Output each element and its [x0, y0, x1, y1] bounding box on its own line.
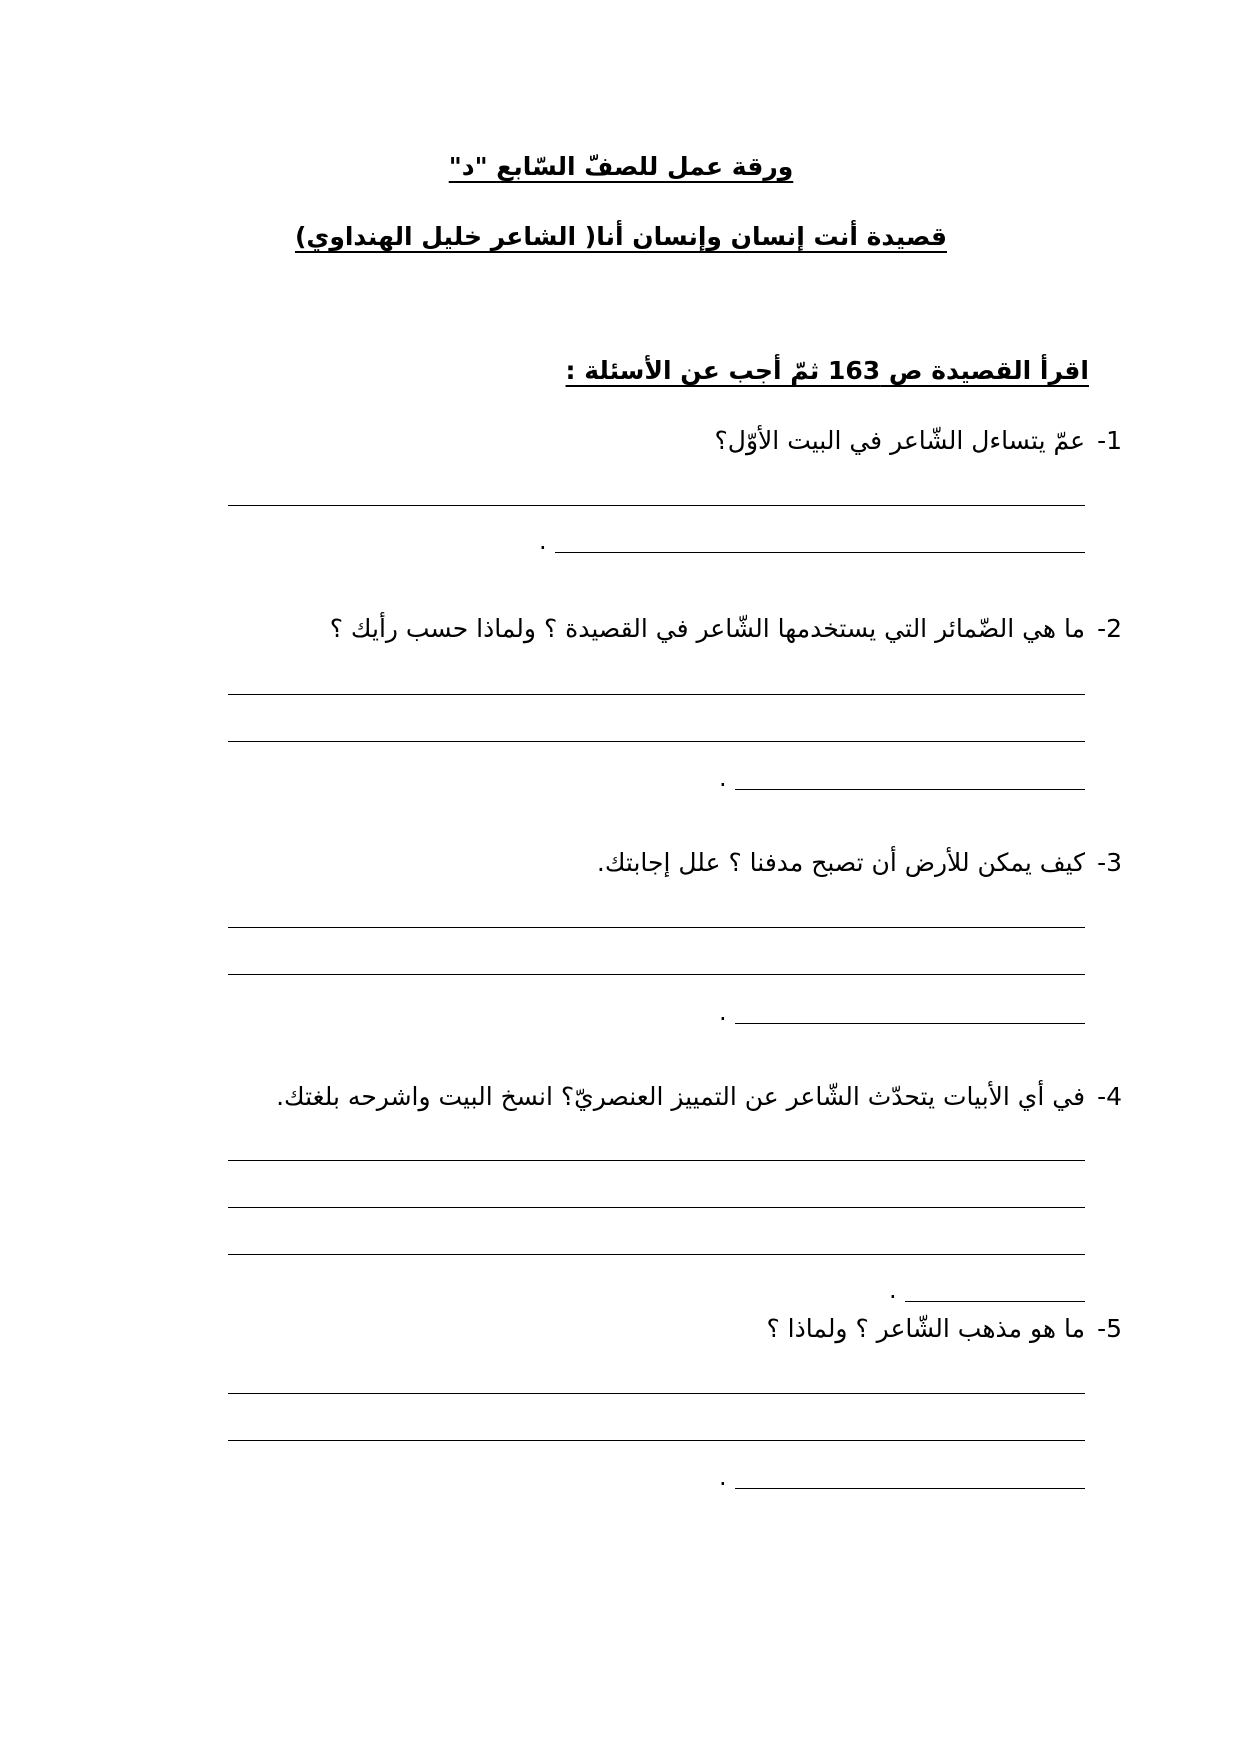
worksheet-title: ورقة عمل للصفّ السّابع "د" — [448, 152, 794, 181]
question-text: عمّ يتساءل الشّاعر في البيت الأوّل؟ — [714, 426, 1086, 455]
question-3 — [597, 848, 1122, 877]
end-period: . — [889, 1276, 897, 1304]
answer-line[interactable] — [228, 927, 1085, 928]
answer-line-end[interactable] — [539, 529, 1085, 553]
answer-line[interactable] — [228, 1254, 1085, 1255]
answer-line-end[interactable] — [889, 1278, 1085, 1302]
question-2 — [330, 614, 1122, 643]
answer-line-end[interactable] — [719, 766, 1085, 790]
end-period: . — [539, 527, 547, 555]
end-period: . — [719, 998, 727, 1026]
question-text: ما هي الضّمائر التي يستخدمها الشّاعر في القصيدة ؟ ولماذا حسب رأيك ؟ — [329, 614, 1086, 643]
end-period: . — [719, 764, 727, 792]
answer-line-segment — [735, 789, 1085, 790]
answer-line[interactable] — [228, 1207, 1085, 1208]
question-number: 5- — [1097, 1314, 1122, 1343]
answer-line-segment — [735, 1488, 1085, 1489]
question-number: 2- — [1097, 614, 1122, 643]
question-text: في أي الأبيات يتحدّث الشّاعر عن التمييز العنصريّ؟ انسخ البيت واشرحه بلغتك. — [276, 1082, 1086, 1111]
question-4 — [276, 1082, 1122, 1111]
answer-line[interactable] — [228, 1160, 1085, 1161]
poem-subtitle: قصيدة أنت إنسان وإنسان أنا( الشاعر خليل الهنداوي) — [294, 222, 947, 251]
answer-line[interactable] — [228, 1440, 1085, 1441]
question-number: 3- — [1097, 848, 1122, 877]
instructions: اقرأ القصيدة ص 163 ثمّ أجب عن الأسئلة : — [565, 356, 1089, 385]
answer-line-end[interactable] — [719, 1000, 1085, 1024]
answer-line-segment — [735, 1023, 1085, 1024]
answer-line-end[interactable] — [719, 1465, 1085, 1489]
question-1 — [715, 426, 1122, 455]
question-5 — [766, 1314, 1122, 1343]
question-text: ما هو مذهب الشّاعر ؟ ولماذا ؟ — [766, 1314, 1086, 1343]
question-number: 4- — [1097, 1082, 1122, 1111]
answer-line[interactable] — [228, 505, 1085, 506]
question-number: 1- — [1097, 426, 1122, 455]
answer-line[interactable] — [228, 974, 1085, 975]
answer-line[interactable] — [228, 1393, 1085, 1394]
answer-line[interactable] — [228, 694, 1085, 695]
answer-line-segment — [555, 552, 1085, 553]
end-period: . — [719, 1463, 727, 1491]
answer-line[interactable] — [228, 741, 1085, 742]
answer-line-segment — [905, 1301, 1085, 1302]
question-text: كيف يمكن للأرض أن تصبح مدفنا ؟ علل إجابتك. — [596, 848, 1086, 877]
